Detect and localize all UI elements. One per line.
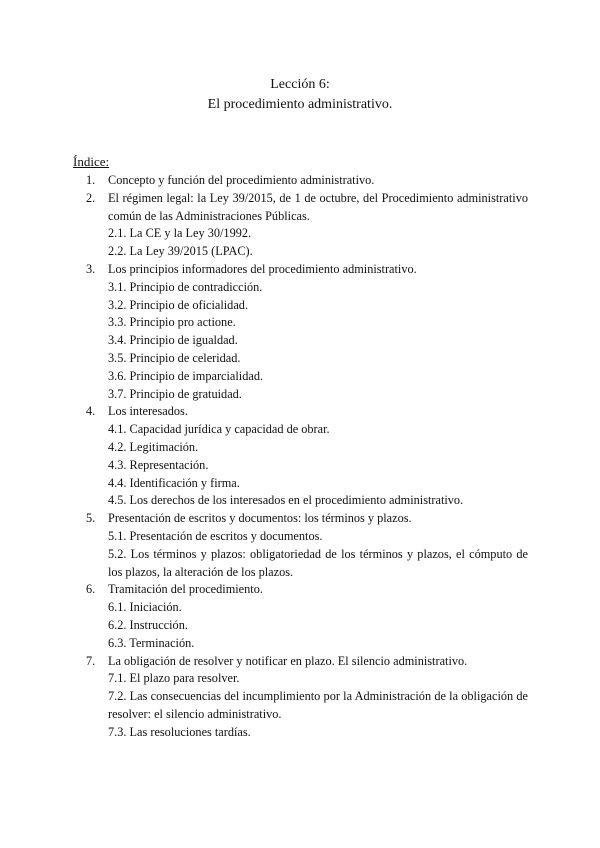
toc-section-title: Tramitación del procedimiento.	[108, 582, 263, 597]
toc-section	[73, 510, 528, 528]
lesson-title: El procedimiento administrativo.	[207, 97, 393, 112]
toc-section	[73, 172, 528, 190]
toc-subsection: 3.3. Principio pro actione.	[108, 315, 236, 330]
toc-section-title: Los interesados.	[108, 404, 188, 419]
toc-subsection: 4.3. Representación.	[108, 457, 209, 472]
toc-section-title: Concepto y función del procedimiento administrativo.	[108, 173, 375, 187]
toc-subsection: 2.2. La Ley 39/2015 (LPAC).	[108, 244, 253, 259]
index-heading: Índice:	[73, 154, 110, 169]
toc-section-number: 5.	[86, 511, 96, 526]
toc-subsection: 7.2. Las consecuencias del incumplimiento por la Administración de la obligación de resolver: el silencio administrativo.	[108, 689, 528, 721]
toc-subsection: 5.1. Presentación de escritos y documentos.	[108, 528, 323, 543]
toc-section-title: El régimen legal: la Ley 39/2015, de 1 de octubre, del Procedimiento administrativo común de las Administraciones Públicas.	[108, 190, 528, 223]
table-of-contents	[73, 172, 528, 742]
toc-section-number: 2.	[86, 190, 96, 205]
toc-section-number: 7.	[86, 653, 96, 668]
toc-subsection: 3.7. Principio de gratuidad.	[108, 386, 242, 401]
toc-subsection: 6.3. Terminación.	[108, 635, 195, 650]
toc-section-number: 4.	[86, 404, 96, 419]
toc-subsection: 5.2. Los términos y plazos: obligatoriedad de los términos y plazos, el cómputo de los plazos, la alteración de los plazos.	[108, 546, 528, 579]
toc-subsection: 3.1. Principio de contradicción.	[108, 279, 263, 294]
toc-subsection: 6.1. Iniciación.	[108, 600, 182, 615]
toc-subsection: 4.4. Identificación y firma.	[108, 475, 240, 490]
toc-subsection: 4.1. Capacidad jurídica y capacidad de obrar.	[108, 422, 330, 437]
toc-section	[73, 261, 528, 279]
toc-section-number: 6.	[86, 582, 96, 597]
toc-subsection: 6.2. Instrucción.	[108, 617, 188, 632]
toc-section-number: 3.	[86, 261, 96, 276]
toc-subsection: 4.5. Los derechos de los interesados en el procedimiento administrativo.	[108, 493, 464, 508]
toc-section	[73, 190, 528, 226]
toc-section-title: Presentación de escritos y documentos: los términos y plazos.	[108, 511, 412, 526]
toc-subsection: 3.5. Principio de celeridad.	[108, 350, 241, 365]
toc-section	[73, 581, 528, 599]
toc-section	[73, 653, 528, 671]
toc-subsection: 4.2. Legitimación.	[108, 439, 199, 454]
toc-subsection: 7.3. Las resoluciones tardías.	[108, 724, 251, 739]
title-block	[0, 75, 600, 115]
toc-section	[73, 403, 528, 421]
toc-subsection: 2.1. La CE y la Ley 30/1992.	[108, 226, 252, 241]
toc-section-title: La obligación de resolver y notificar en plazo. El silencio administrativo.	[108, 653, 468, 668]
toc-subsection: 3.4. Principio de igualdad.	[108, 333, 238, 348]
toc-section-title: Los principios informadores del procedimiento administrativo.	[108, 261, 417, 276]
toc-subsection: 7.1. El plazo para resolver.	[108, 671, 240, 686]
toc-subsection: 3.6. Principio de imparcialidad.	[108, 368, 264, 383]
toc-subsection: 3.2. Principio de oficialidad.	[108, 297, 249, 312]
lesson-number: Lección 6:	[270, 77, 330, 92]
toc-section-number: 1.	[86, 173, 96, 187]
